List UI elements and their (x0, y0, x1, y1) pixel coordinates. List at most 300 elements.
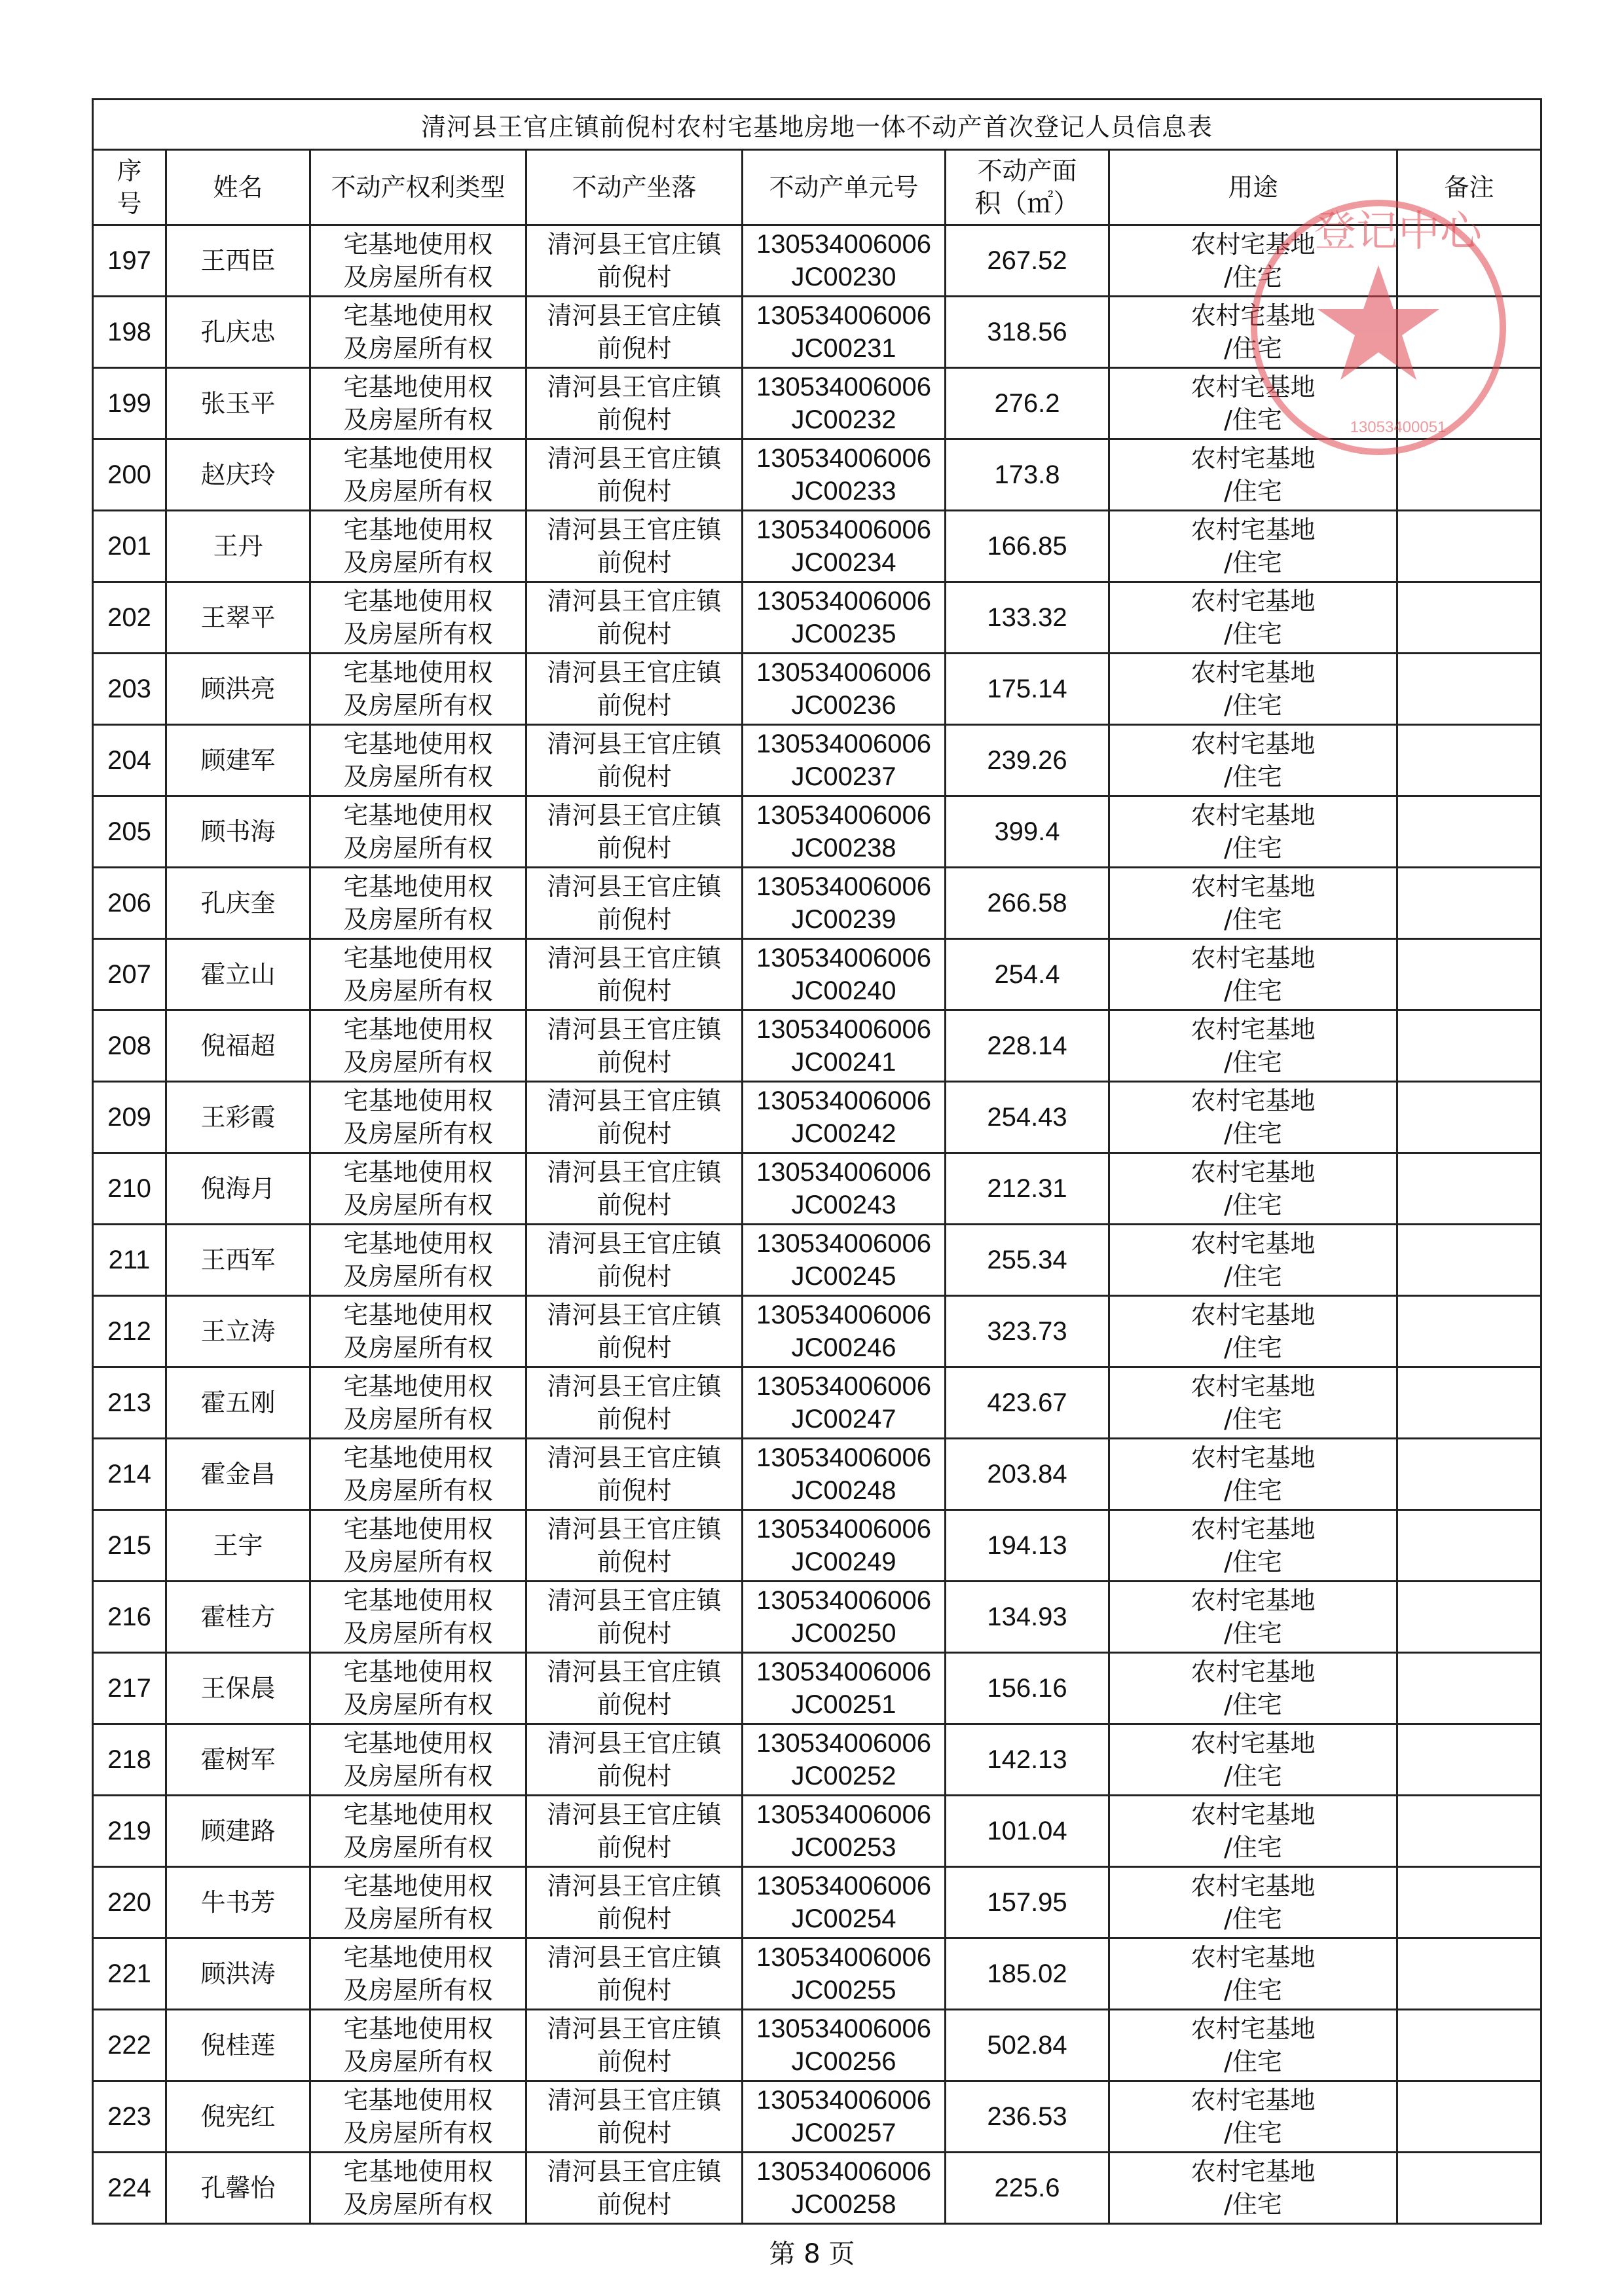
cell-remark (1397, 1439, 1541, 1510)
cell-name (166, 2081, 310, 2153)
cell-unit-no-text: 130534006006 (756, 1086, 931, 1115)
cell-right-type-text: 及房屋所有权 (343, 2047, 493, 2076)
cell-seq (93, 1296, 166, 1367)
cell-remark (1397, 1367, 1541, 1439)
table-row (93, 1582, 1541, 1653)
cell-unit-no (743, 1010, 946, 1082)
cell-remark (1397, 297, 1541, 368)
cell-seq (93, 1367, 166, 1439)
cell-name-text: 王彩霞 (200, 1103, 276, 1132)
cell-area (946, 582, 1109, 654)
cell-area-text: 254.4 (994, 960, 1060, 989)
cell-area (946, 1153, 1109, 1225)
cell-seq-text: 215 (107, 1531, 151, 1560)
cell-usage (1109, 582, 1397, 654)
cell-unit-no-text: JC00234 (791, 548, 896, 577)
header-location: 不动产坐落 (526, 150, 743, 225)
cell-right-type-text: 宅基地使用权 (343, 1729, 493, 1758)
table-row (93, 2010, 1541, 2081)
cell-right-type (310, 2081, 526, 2153)
cell-seq-text: 198 (107, 318, 151, 346)
cell-seq (93, 654, 166, 725)
cell-location-text: 前倪村 (597, 1619, 672, 1648)
cell-area-text: 175.14 (987, 675, 1067, 703)
cell-location-text: 清河县王官庄镇 (547, 658, 722, 687)
cell-seq-text: 200 (107, 460, 151, 489)
cell-right-type-text: 及房屋所有权 (343, 477, 493, 506)
cell-area-text: 255.34 (987, 1246, 1067, 1274)
cell-area (946, 368, 1109, 439)
cell-location-text: 清河县王官庄镇 (547, 730, 722, 758)
cell-right-type-text: 宅基地使用权 (343, 2157, 493, 2186)
cell-name-text: 顾洪亮 (200, 675, 276, 703)
cell-area-text: 185.02 (987, 1959, 1067, 1988)
cell-unit-no-text: JC00247 (791, 1405, 896, 1434)
cell-usage (1109, 225, 1397, 297)
cell-seq-text: 222 (107, 2031, 151, 2060)
cell-seq-text: 205 (107, 817, 151, 846)
cell-unit-no-text: JC00252 (791, 1762, 896, 1790)
cell-area-text: 133.32 (987, 603, 1067, 632)
cell-usage-text: /住宅 (1224, 1690, 1282, 1719)
cell-remark (1397, 2010, 1541, 2081)
cell-area-text: 276.2 (994, 389, 1060, 418)
cell-unit-no-text: JC00231 (791, 334, 896, 363)
cell-name-text: 王宇 (213, 1531, 263, 1560)
table-row (93, 939, 1541, 1010)
cell-location (526, 1010, 743, 1082)
cell-remark (1397, 1082, 1541, 1153)
cell-location-text: 前倪村 (597, 691, 672, 720)
cell-area (946, 1724, 1109, 1796)
cell-name-text: 王立涛 (200, 1317, 276, 1346)
cell-location (526, 582, 743, 654)
cell-area (946, 939, 1109, 1010)
cell-unit-no (743, 1367, 946, 1439)
cell-location-text: 前倪村 (597, 263, 672, 291)
cell-location-text: 前倪村 (597, 1547, 672, 1576)
cell-location-text: 前倪村 (597, 1833, 672, 1862)
cell-right-type (310, 297, 526, 368)
cell-usage-text: /住宅 (1224, 620, 1282, 648)
cell-name-text: 孔馨怡 (200, 2174, 276, 2202)
table-row (93, 796, 1541, 868)
cell-usage-text: /住宅 (1224, 263, 1282, 291)
cell-unit-no-text: 130534006006 (756, 1586, 931, 1615)
cell-usage-text: /住宅 (1224, 762, 1282, 791)
cell-unit-no-text: JC00246 (791, 1333, 896, 1362)
cell-unit-no-text: JC00242 (791, 1119, 896, 1148)
cell-unit-no-text: JC00256 (791, 2047, 896, 2076)
cell-unit-no (743, 868, 946, 939)
cell-right-type-text: 及房屋所有权 (343, 1976, 493, 2005)
cell-right-type-text: 宅基地使用权 (343, 1158, 493, 1187)
cell-right-type-text: 及房屋所有权 (343, 1833, 493, 1862)
cell-area (946, 1439, 1109, 1510)
cell-area (946, 725, 1109, 796)
cell-right-type (310, 1225, 526, 1296)
cell-usage-text: 农村宅基地 (1190, 1301, 1316, 1329)
cell-usage (1109, 368, 1397, 439)
cell-right-type-text: 及房屋所有权 (343, 1191, 493, 1219)
table-row (93, 225, 1541, 297)
cell-unit-no-text: JC00239 (791, 905, 896, 934)
cell-name (166, 1082, 310, 1153)
cell-right-type-text: 及房屋所有权 (343, 2190, 493, 2219)
cell-name-text: 霍桂方 (200, 1602, 276, 1631)
cell-name-text: 赵庆玲 (200, 460, 276, 489)
cell-usage-text: 农村宅基地 (1190, 444, 1316, 473)
cell-location-text: 前倪村 (597, 2047, 672, 2076)
cell-unit-no (743, 1582, 946, 1653)
cell-usage-text: 农村宅基地 (1190, 1229, 1316, 1258)
cell-remark (1397, 225, 1541, 297)
table-row (93, 582, 1541, 654)
cell-right-type-text: 及房屋所有权 (343, 1405, 493, 1434)
cell-right-type (310, 1724, 526, 1796)
cell-usage (1109, 511, 1397, 582)
cell-location-text: 清河县王官庄镇 (547, 301, 722, 330)
cell-location-text: 清河县王官庄镇 (547, 1657, 722, 1686)
info-sheet (92, 98, 1540, 2225)
cell-unit-no (743, 2010, 946, 2081)
cell-right-type (310, 939, 526, 1010)
cell-right-type (310, 1439, 526, 1510)
cell-location (526, 2153, 743, 2224)
cell-usage-text: /住宅 (1224, 976, 1282, 1005)
table-row (93, 1367, 1541, 1439)
cell-unit-no-text: 130534006006 (756, 2157, 931, 2186)
cell-right-type-text: 宅基地使用权 (343, 1515, 493, 1544)
table-row (93, 2153, 1541, 2224)
cell-name (166, 1510, 310, 1582)
cell-location (526, 297, 743, 368)
cell-location-text: 前倪村 (597, 2190, 672, 2219)
cell-area (946, 796, 1109, 868)
cell-unit-no-text: JC00237 (791, 762, 896, 791)
cell-right-type (310, 1010, 526, 1082)
cell-right-type (310, 1796, 526, 1867)
cell-area-text: 399.4 (994, 817, 1060, 846)
cell-location (526, 1867, 743, 1938)
cell-location-text: 清河县王官庄镇 (547, 1443, 722, 1472)
cell-remark (1397, 1582, 1541, 1653)
cell-right-type-text: 宅基地使用权 (343, 1372, 493, 1401)
cell-usage (1109, 2153, 1397, 2224)
cell-area (946, 1582, 1109, 1653)
cell-remark (1397, 1724, 1541, 1796)
cell-area (946, 1867, 1109, 1938)
cell-unit-no-text: 130534006006 (756, 1943, 931, 1972)
cell-name (166, 225, 310, 297)
cell-area (946, 2010, 1109, 2081)
cell-right-type (310, 368, 526, 439)
cell-usage (1109, 1582, 1397, 1653)
cell-area (946, 1225, 1109, 1296)
cell-unit-no (743, 796, 946, 868)
cell-name (166, 725, 310, 796)
cell-location-text: 清河县王官庄镇 (547, 872, 722, 901)
cell-location (526, 1724, 743, 1796)
table-row (93, 725, 1541, 796)
cell-remark (1397, 1153, 1541, 1225)
cell-usage-text: /住宅 (1224, 2047, 1282, 2076)
table-row (93, 654, 1541, 725)
cell-seq-text: 218 (107, 1745, 151, 1774)
header-area-line: 积（㎡） (974, 189, 1080, 218)
cell-seq-text: 202 (107, 603, 151, 632)
cell-usage-text: 农村宅基地 (1190, 2086, 1316, 2115)
cell-usage (1109, 1439, 1397, 1510)
table-row (93, 1439, 1541, 1510)
cell-area (946, 1938, 1109, 2010)
cell-right-type-text: 宅基地使用权 (343, 1443, 493, 1472)
cell-location-text: 前倪村 (597, 1191, 672, 1219)
cell-name-text: 顾建路 (200, 1817, 276, 1845)
cell-unit-no (743, 725, 946, 796)
cell-right-type-text: 宅基地使用权 (343, 1657, 493, 1686)
cell-usage-text: /住宅 (1224, 477, 1282, 506)
cell-usage (1109, 1938, 1397, 2010)
cell-name (166, 368, 310, 439)
cell-remark (1397, 582, 1541, 654)
cell-location-text: 前倪村 (597, 1333, 672, 1362)
cell-right-type-text: 及房屋所有权 (343, 1904, 493, 1933)
table-title: 清河县王官庄镇前倪村农村宅基地房地一体不动产首次登记人员信息表 (93, 100, 1541, 150)
cell-location-text: 清河县王官庄镇 (547, 2014, 722, 2043)
cell-right-type-text: 及房屋所有权 (343, 834, 493, 862)
cell-usage-text: /住宅 (1224, 1333, 1282, 1362)
cell-area-text: 318.56 (987, 318, 1067, 346)
cell-usage (1109, 297, 1397, 368)
table-row (93, 1653, 1541, 1724)
cell-location-text: 前倪村 (597, 1904, 672, 1933)
header-name: 姓名 (166, 150, 310, 225)
cell-location (526, 2081, 743, 2153)
cell-area (946, 2153, 1109, 2224)
cell-unit-no-text: 130534006006 (756, 444, 931, 473)
cell-unit-no (743, 511, 946, 582)
cell-name-text: 王西臣 (200, 246, 276, 275)
cell-name (166, 1582, 310, 1653)
cell-location-text: 清河县王官庄镇 (547, 515, 722, 544)
cell-usage (1109, 1010, 1397, 1082)
cell-right-type-text: 宅基地使用权 (343, 1229, 493, 1258)
cell-unit-no-text: JC00241 (791, 1048, 896, 1077)
cell-usage (1109, 654, 1397, 725)
cell-location-text: 清河县王官庄镇 (547, 1015, 722, 1044)
cell-area (946, 1510, 1109, 1582)
cell-seq (93, 939, 166, 1010)
cell-right-type-text: 及房屋所有权 (343, 1762, 493, 1790)
cell-name (166, 868, 310, 939)
cell-usage (1109, 2010, 1397, 2081)
cell-usage-text: 农村宅基地 (1190, 1443, 1316, 1472)
cell-seq-text: 199 (107, 389, 151, 418)
header-area (946, 150, 1109, 225)
cell-name (166, 1867, 310, 1938)
cell-right-type-text: 宅基地使用权 (343, 230, 493, 259)
cell-right-type-text: 及房屋所有权 (343, 1619, 493, 1648)
cell-unit-no (743, 1153, 946, 1225)
cell-location-text: 前倪村 (597, 548, 672, 577)
cell-location (526, 1653, 743, 1724)
cell-area-text: 173.8 (994, 460, 1060, 489)
registration-table (92, 98, 1542, 2225)
cell-seq-text: 216 (107, 1602, 151, 1631)
cell-area-text: 423.67 (987, 1388, 1067, 1417)
cell-right-type-text: 及房屋所有权 (343, 1547, 493, 1576)
cell-right-type-text: 宅基地使用权 (343, 515, 493, 544)
cell-area-text: 266.58 (987, 889, 1067, 917)
cell-unit-no-text: 130534006006 (756, 1229, 931, 1258)
cell-remark (1397, 796, 1541, 868)
cell-right-type (310, 725, 526, 796)
cell-remark (1397, 2153, 1541, 2224)
cell-location-text: 前倪村 (597, 334, 672, 363)
cell-seq (93, 2081, 166, 2153)
cell-unit-no-text: 130534006006 (756, 658, 931, 687)
cell-right-type-text: 宅基地使用权 (343, 872, 493, 901)
cell-unit-no-text: 130534006006 (756, 801, 931, 830)
cell-location (526, 939, 743, 1010)
cell-location-text: 前倪村 (597, 620, 672, 648)
cell-remark (1397, 1010, 1541, 1082)
cell-name-text: 顾洪涛 (200, 1959, 276, 1988)
cell-usage-text: 农村宅基地 (1190, 1086, 1316, 1115)
cell-location-text: 前倪村 (597, 1476, 672, 1505)
header-row (93, 150, 1541, 225)
cell-seq (93, 225, 166, 297)
table-row (93, 1938, 1541, 2010)
cell-location (526, 1938, 743, 2010)
cell-seq-text: 203 (107, 675, 151, 703)
cell-unit-no-text: 130534006006 (756, 1301, 931, 1329)
cell-unit-no-text: JC00253 (791, 1833, 896, 1862)
cell-usage-text: /住宅 (1224, 1119, 1282, 1148)
cell-right-type (310, 439, 526, 511)
cell-seq (93, 796, 166, 868)
cell-seq (93, 511, 166, 582)
cell-name-text: 牛书芳 (200, 1888, 276, 1917)
cell-location (526, 1225, 743, 1296)
cell-unit-no-text: 130534006006 (756, 587, 931, 616)
cell-remark (1397, 725, 1541, 796)
cell-remark (1397, 1225, 1541, 1296)
cell-right-type-text: 宅基地使用权 (343, 1943, 493, 1972)
cell-unit-no-text: 130534006006 (756, 1729, 931, 1758)
cell-location-text: 前倪村 (597, 1048, 672, 1077)
cell-seq (93, 439, 166, 511)
cell-right-type-text: 及房屋所有权 (343, 263, 493, 291)
cell-usage-text: /住宅 (1224, 1048, 1282, 1077)
cell-area (946, 654, 1109, 725)
cell-location (526, 1296, 743, 1367)
cell-name (166, 1153, 310, 1225)
header-seq-line: 号 (117, 189, 142, 218)
cell-unit-no-text: JC00257 (791, 2119, 896, 2147)
cell-remark (1397, 368, 1541, 439)
cell-unit-no-text: JC00243 (791, 1191, 896, 1219)
cell-location-text: 清河县王官庄镇 (547, 1372, 722, 1401)
cell-right-type (310, 2010, 526, 2081)
cell-location (526, 368, 743, 439)
cell-right-type-text: 宅基地使用权 (343, 1015, 493, 1044)
header-right-type: 不动产权利类型 (310, 150, 526, 225)
cell-right-type-text: 宅基地使用权 (343, 1872, 493, 1900)
cell-location (526, 1582, 743, 1653)
cell-right-type-text: 宅基地使用权 (343, 2014, 493, 2043)
cell-name (166, 2153, 310, 2224)
cell-name (166, 511, 310, 582)
cell-unit-no-text: JC00236 (791, 691, 896, 720)
cell-location-text: 清河县王官庄镇 (547, 2086, 722, 2115)
page-footer: 第 8 页 (769, 2239, 855, 2269)
cell-unit-no-text: JC00254 (791, 1904, 896, 1933)
cell-right-type-text: 及房屋所有权 (343, 976, 493, 1005)
cell-name-text: 顾书海 (200, 817, 276, 846)
cell-name (166, 1938, 310, 2010)
cell-unit-no-text: 130534006006 (756, 1015, 931, 1044)
cell-seq-text: 211 (108, 1246, 151, 1274)
cell-usage-text: /住宅 (1224, 2119, 1282, 2147)
cell-unit-no-text: JC00258 (791, 2190, 896, 2219)
cell-usage-text: 农村宅基地 (1190, 872, 1316, 901)
cell-usage (1109, 1724, 1397, 1796)
cell-unit-no-text: JC00245 (791, 1262, 896, 1291)
cell-name (166, 796, 310, 868)
cell-name-text: 倪海月 (200, 1174, 276, 1203)
cell-seq-text: 210 (107, 1174, 151, 1203)
cell-right-type-text: 宅基地使用权 (343, 1086, 493, 1115)
cell-remark (1397, 1296, 1541, 1367)
cell-seq-text: 223 (107, 2102, 151, 2131)
cell-right-type (310, 225, 526, 297)
cell-unit-no-text: JC00232 (791, 405, 896, 434)
table-row (93, 2081, 1541, 2153)
cell-seq (93, 1938, 166, 2010)
cell-location (526, 868, 743, 939)
cell-usage-text: /住宅 (1224, 2190, 1282, 2219)
table-row (93, 1010, 1541, 1082)
cell-name-text: 倪桂莲 (200, 2031, 276, 2060)
cell-name-text: 倪福超 (200, 1031, 276, 1060)
cell-usage-text: /住宅 (1224, 1619, 1282, 1648)
cell-seq (93, 1153, 166, 1225)
cell-area-text: 212.31 (987, 1174, 1067, 1203)
cell-usage-text: 农村宅基地 (1190, 1372, 1316, 1401)
cell-location-text: 前倪村 (597, 1262, 672, 1291)
cell-area-text: 236.53 (987, 2102, 1067, 2131)
cell-right-type (310, 654, 526, 725)
cell-seq-text: 224 (107, 2174, 151, 2202)
cell-seq (93, 1225, 166, 1296)
cell-right-type-text: 及房屋所有权 (343, 905, 493, 934)
cell-name (166, 1724, 310, 1796)
cell-area-text: 239.26 (987, 746, 1067, 775)
cell-unit-no-text: 130534006006 (756, 2086, 931, 2115)
cell-usage-text: /住宅 (1224, 1833, 1282, 1862)
cell-unit-no (743, 368, 946, 439)
cell-usage-text: 农村宅基地 (1190, 1515, 1316, 1544)
cell-right-type (310, 1653, 526, 1724)
cell-location-text: 前倪村 (597, 1762, 672, 1790)
cell-usage-text: 农村宅基地 (1190, 515, 1316, 544)
cell-usage-text: 农村宅基地 (1190, 301, 1316, 330)
cell-usage-text: /住宅 (1224, 1976, 1282, 2005)
cell-unit-no (743, 1653, 946, 1724)
cell-remark (1397, 439, 1541, 511)
